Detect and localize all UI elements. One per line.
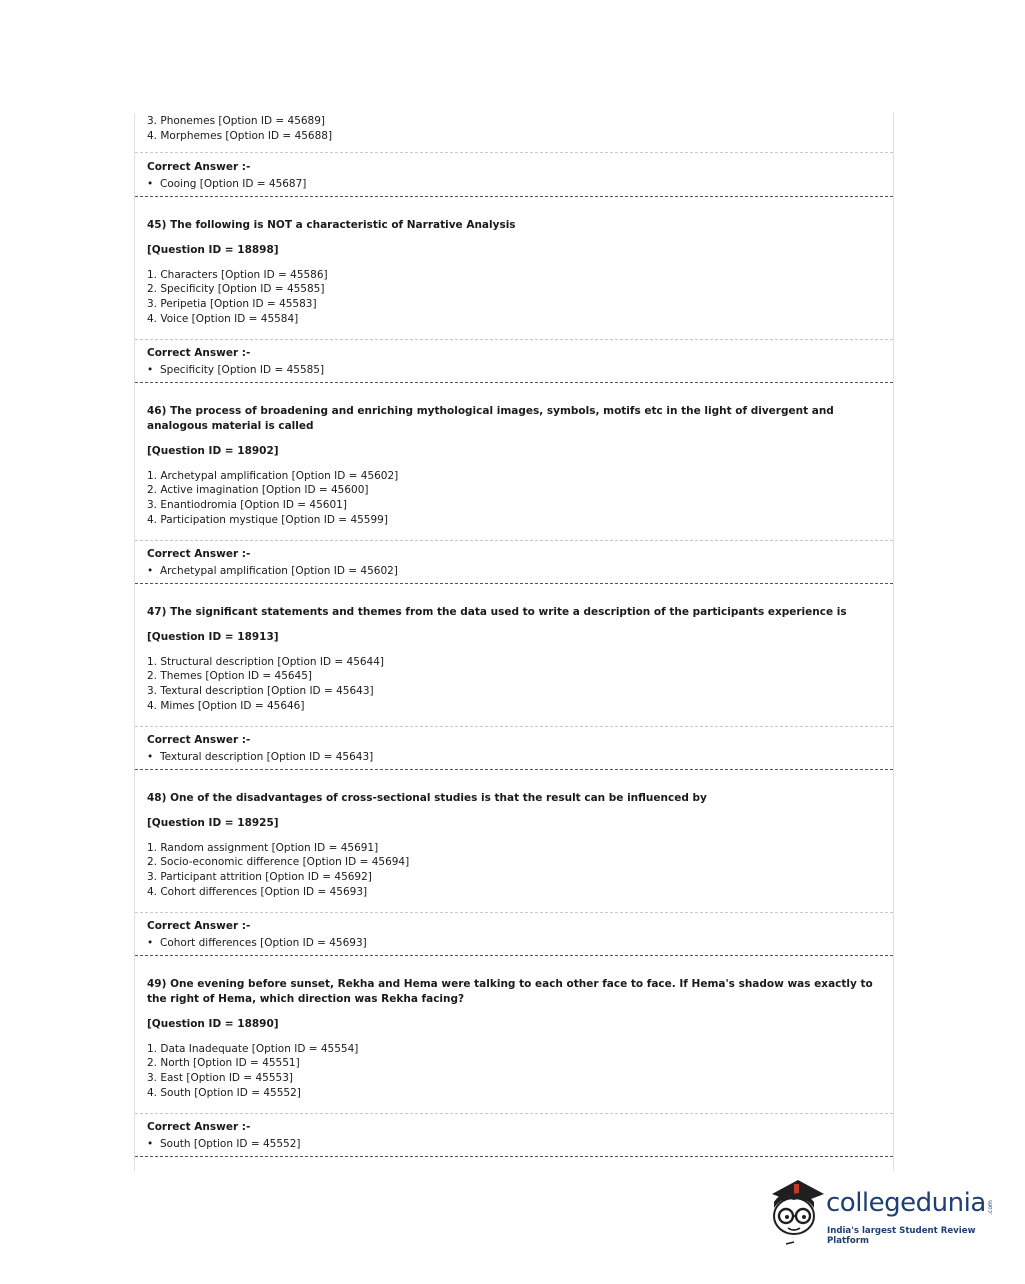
question-48 [135,770,893,956]
correct-answer: • Textural description [Option ID = 45643] [147,750,881,765]
question-title: 48) One of the disadvantages of cross-sectional studies is that the result can be influenced by [147,792,707,804]
correct-answer-label: Correct Answer :- [147,734,251,746]
option-line: 3. Participant attrition [Option ID = 45692] [147,871,372,884]
question-id: [Question ID = 18890] [147,1018,279,1030]
option-line: 4. Cohort differences [Option ID = 45693] [147,885,368,898]
question-id: [Question ID = 18898] [147,244,279,256]
answer-block [135,1114,893,1157]
option-line: 1. Characters [Option ID = 45586] [147,268,328,281]
option-line: 2. Specificity [Option ID = 45585] [147,283,325,296]
question-47 [135,584,893,770]
logo-tagline: India's largest Student Review Platform [827,1226,976,1246]
question-id: [Question ID = 18925] [147,817,279,829]
answer-block [135,727,893,770]
option-line: 4. South [Option ID = 45552] [147,1086,301,1099]
question-paper-page [134,113,894,1171]
logo-wordmark: collegedunia [826,1188,986,1218]
option-line: 1. Structural description [Option ID = 45644] [147,655,385,668]
correct-answer-label: Correct Answer :- [147,347,251,359]
option-line: 3. Phonemes [Option ID = 45689] [147,115,326,127]
correct-answer-label: Correct Answer :- [147,548,251,560]
option-line: 1. Data Inadequate [Option ID = 45554] [147,1042,359,1055]
option-line: 2. Themes [Option ID = 45645] [147,670,313,683]
option-line: 4. Voice [Option ID = 45584] [147,312,299,325]
correct-answer: • Specificity [Option ID = 45585] [147,363,881,378]
question-title: 46) The process of broadening and enriching mythological images, symbols, motifs etc in the light of divergent and analogous material is called [147,405,834,432]
correct-answer: • Cooing [Option ID = 45687] [147,177,881,192]
mascot-icon [764,1172,828,1250]
question-title: 47) The significant statements and themes from the data used to write a description of the participants experience is [147,606,847,618]
logo-domain-suffix: .com [986,1200,994,1215]
answer-block [135,340,893,383]
question-id: [Question ID = 18913] [147,631,279,643]
collegedunia-logo[interactable] [764,1172,994,1250]
question-46 [135,383,893,584]
option-line: 1. Archetypal amplification [Option ID = 45602] [147,469,399,482]
answer-block [135,913,893,956]
option-line: 2. North [Option ID = 45551] [147,1057,300,1070]
question-id: [Question ID = 18902] [147,445,279,457]
correct-answer-label: Correct Answer :- [147,1121,251,1133]
option-line: 3. Textural description [Option ID = 45643] [147,685,374,698]
option-line: 2. Active imagination [Option ID = 45600] [147,484,369,497]
question-49 [135,956,893,1157]
option-line: 2. Socio-economic difference [Option ID = 45694] [147,856,410,869]
correct-answer-label: Correct Answer :- [147,920,251,932]
question-45 [135,197,893,383]
option-line: 4. Participation mystique [Option ID = 45599] [147,513,388,526]
correct-answer: • Archetypal amplification [Option ID = 45602] [147,564,881,579]
option-line: 3. Peripetia [Option ID = 45583] [147,298,317,311]
option-line: 4. Morphemes [Option ID = 45688] [147,129,333,142]
correct-answer: • South [Option ID = 45552] [147,1137,881,1152]
option-line: 1. Random assignment [Option ID = 45691] [147,841,379,854]
option-line: 3. East [Option ID = 45553] [147,1072,293,1085]
question-title: 49) One evening before sunset, Rekha and Hema were talking to each other face to face. If Hema's shadow was exactly to the right of Hema, which direction was Rekha facing? [147,978,873,1005]
answer-block [135,541,893,584]
option-line: 3. Enantiodromia [Option ID = 45601] [147,499,347,512]
question-title: 45) The following is NOT a characteristic of Narrative Analysis [147,219,516,231]
previous-question-options [135,113,893,153]
correct-answer-label: Correct Answer :- [147,161,251,173]
previous-answer-block [135,153,893,197]
option-line: 4. Mimes [Option ID = 45646] [147,699,305,712]
correct-answer: • Cohort differences [Option ID = 45693] [147,936,881,951]
